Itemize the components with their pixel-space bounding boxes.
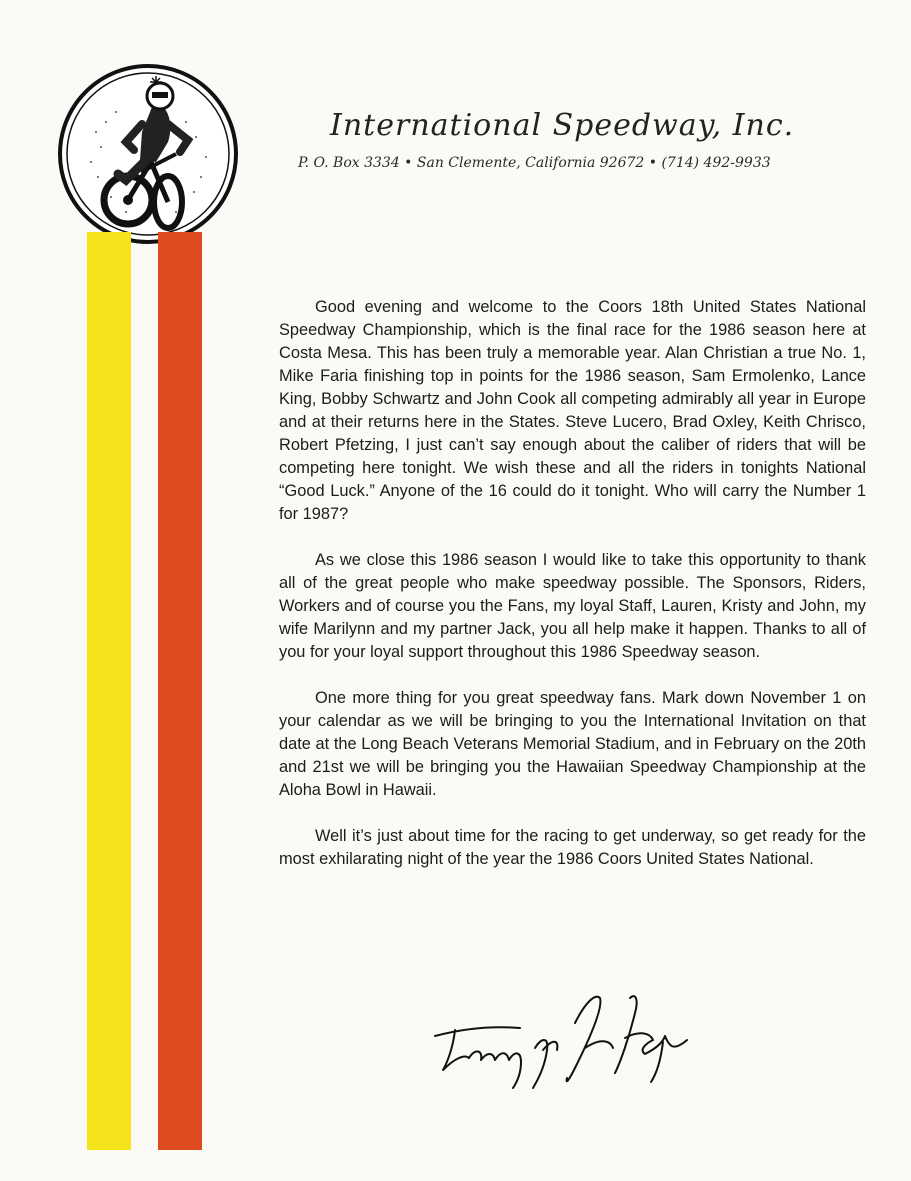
company-name: International Speedway, Inc. [330, 108, 795, 143]
company-address: P. O. Box 3334 • San Clemente, California 92672 • (714) 492-9933 [298, 155, 771, 171]
letter-paragraph: Well it’s just about time for the racing to get underway, so get ready for the most exhilarating night of the year the 1986 Coors United States National. [279, 827, 866, 868]
letter-paragraph: One more thing for you great speedway fans. Mark down November 1 on your calendar as we will be bringing to you the International Invitation on that date at the Long Beach Veterans Memorial Stadium, and in February on the 20th and 21st we will be bringing you the Hawaiian Speedway Championship at the Aloha Bowl in Hawaii. [279, 689, 866, 799]
handwritten-signature-icon [425, 978, 705, 1106]
speedway-rider-logo-icon [56, 62, 240, 246]
letter-paragraph: As we close this 1986 season I would like to take this opportunity to thank all of the great people who make speedway possible. The Sponsors, Riders, Workers and of course you the Fans, my loyal Staff, Lauren, Kristy and John, my wife Marilynn and my partner Jack, you all help make it happen. Thanks to all of you for your loyal support throughout this 1986 Speedway season. [279, 551, 866, 661]
red-stripe [158, 232, 202, 1150]
yellow-stripe [87, 232, 131, 1150]
letter-body [279, 296, 866, 894]
letter-paragraph: Good evening and welcome to the Coors 18th United States National Speedway Championship, which is the final race for the 1986 season here at Costa Mesa. This has been truly a memorable year. Alan Christian a true No. 1, Mike Faria finishing top in points for the 1986 season, Sam Ermolenko, Lance King, Bobby Schwartz and John Cook all competing admirably all year in Europe and at their returns here in the States. Steve Lucero, Brad Oxley, Keith Chrisco, Robert Pfetzing, I just can’t say enough about the caliber of riders that will be competing here tonight. We wish these and all the riders in tonights National “Good Luck.” Anyone of the 16 could do it tonight. Who will carry the Number 1 for 1987? [279, 298, 866, 523]
